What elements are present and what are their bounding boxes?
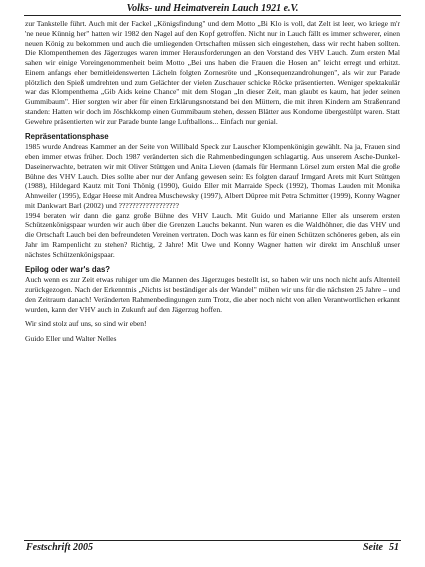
header-divider [24, 15, 401, 16]
paragraph-intro: zur Tankstelle führt. Auch mit der Fackel „Königsfindung" und dem Motto „Bi Klo is voll, dat Zelt ist leer, wo kriege m'r 'ne neue Künnig her" hatten wir 1982 den Nagel auf den Kopf getroffen. Nicht nur in Lauch fällt es immer schwerer, einen neuen König zu bekommen und auch die umliegenden Ortschaften müssen sich eingestehen, dass wir recht haben sollten. Die Klompenthemen des Jägerzuges waren immer Herausforderungen an den Vorstand des VHV Lauch. Zum ersten Mal sahen wir einige Voreingenommenheit beim Motto „Bei uns haben die Frauen die Hosen an" leicht erregt und erhitzt. Einem anfangs eher bemitleidenswerten Lächeln folgten Zornesröte und „Konsequenzandrohungen", als wir zur Parade plötzlich den Spieß umdrehten und zum Gelächter der vielen Zuschauer schicke Röcke präsentierten. Weniger spektakulär war das Klompenthema „Gib Aids keine Chance" mit dem Slogan „In dieser Zeit, man glaubt es kaum, hat jeder seinen Gummibaum". Hier sorgten wir aber für einen Erklärungsnotstand bei den Müttern, die mit ihren Kindern am Straßenrand standen: Hatten wir doch im Jöschkkomp einen Gummibaum stehen, dessen Blätter aus Kondome übergestülpt waren. Statt Gewehre präsentierten wir zur Parade bunte lange Luftballons... Einfach nur genial. [25, 19, 400, 126]
footer-page-info [363, 542, 399, 553]
paragraph-epilog: Auch wenn es zur Zeit etwas ruhiger um die Mannen des Jägerzuges bestellt ist, so haben wir uns noch nicht aufs Altenteil zurückgezogen. Nach der Erkenntnis „Nichts ist beständiger als der Wandel" mühen wir uns für die nächsten 25 Jahre – und den Zeitraum danach! Veränderten Rahmenbedingungen zum Trotz, die aber noch nicht von allen Verantwortlichen erkannt wurden, kann der VHV auch in Zukunft auf den Jägerzug hoffen. [25, 275, 400, 314]
running-header: Volks- und Heimatverein Lauch 1921 e.V. [126, 3, 299, 14]
paragraph-schuetzenkoenigspaar: 1994 beraten wir dann die ganz große Bühne des VHV Lauch. Mit Guido und Marianne Eller als unserem ersten Schützenkönigspaar wurden wir auch über die Grenzen Lauchs bekannt. Nun waren es die Waldhöhner, die das VHV und die Ortschaft Lauch bei den befreundeten Vereinen vertraten. Doch was kann es für einen Schützen schöneres geben, als ein Jahr im Rampenlicht zu stehen? Richtig, 2 Jahre! Mit Uwe und Konny Wagner hatten wir direkt im Anschluß unser nächstes Schützenkönigspaar. [25, 210, 400, 259]
footer-publication-title: Festschrift 2005 [26, 542, 93, 553]
paragraph-closing: Wir sind stolz auf uns, so sind wir eben! [25, 319, 147, 329]
page-label: Seite [363, 542, 383, 553]
paragraph-koenigspaare: 1985 wurde Andreas Kammer an der Seite von Willibald Speck zur Lauscher Klompenkönigin gewählt. Na ja, Frauen sind eben immer etwas früher. Doch 1987 veränderten sich die Rahmenbedingungen schlagartig. Aus unserem Asche-Dunkel-Daseinerwachte, betraten wir mit Oliver Stüttgen und Anita Lieven (damals für Hermann Lörsel zum ersten Mal die große Bühne des VHV Lauch. Dies sollte aber nur der Anfang gewesen sein: Es folgten darauf Irmgard Arets mit Kurt Stüttgen (1988), Hildegard Kautz mit Toni Thönig (1990), Guido Eller mit Marraide Speck (1992), Thomas Lauden mit Monika Ahnweiler (1995), Edgar Heese mit Andrea Muschewsky (1997), Albert Düpree mit Petra Schmitter (1999), Konny Wagner mit Dankwart Barl (2002) und ?????????????????? [25, 142, 400, 210]
article-body [25, 19, 400, 344]
author-signature: Guido Eller und Walter Nelles [25, 334, 117, 343]
section-heading-epilog: Epilog oder war's das? [25, 265, 111, 275]
page-number: 51 [389, 542, 399, 553]
footer-divider [24, 540, 401, 541]
section-heading-repraesentationsphase: Repräsentationsphase [25, 132, 109, 142]
